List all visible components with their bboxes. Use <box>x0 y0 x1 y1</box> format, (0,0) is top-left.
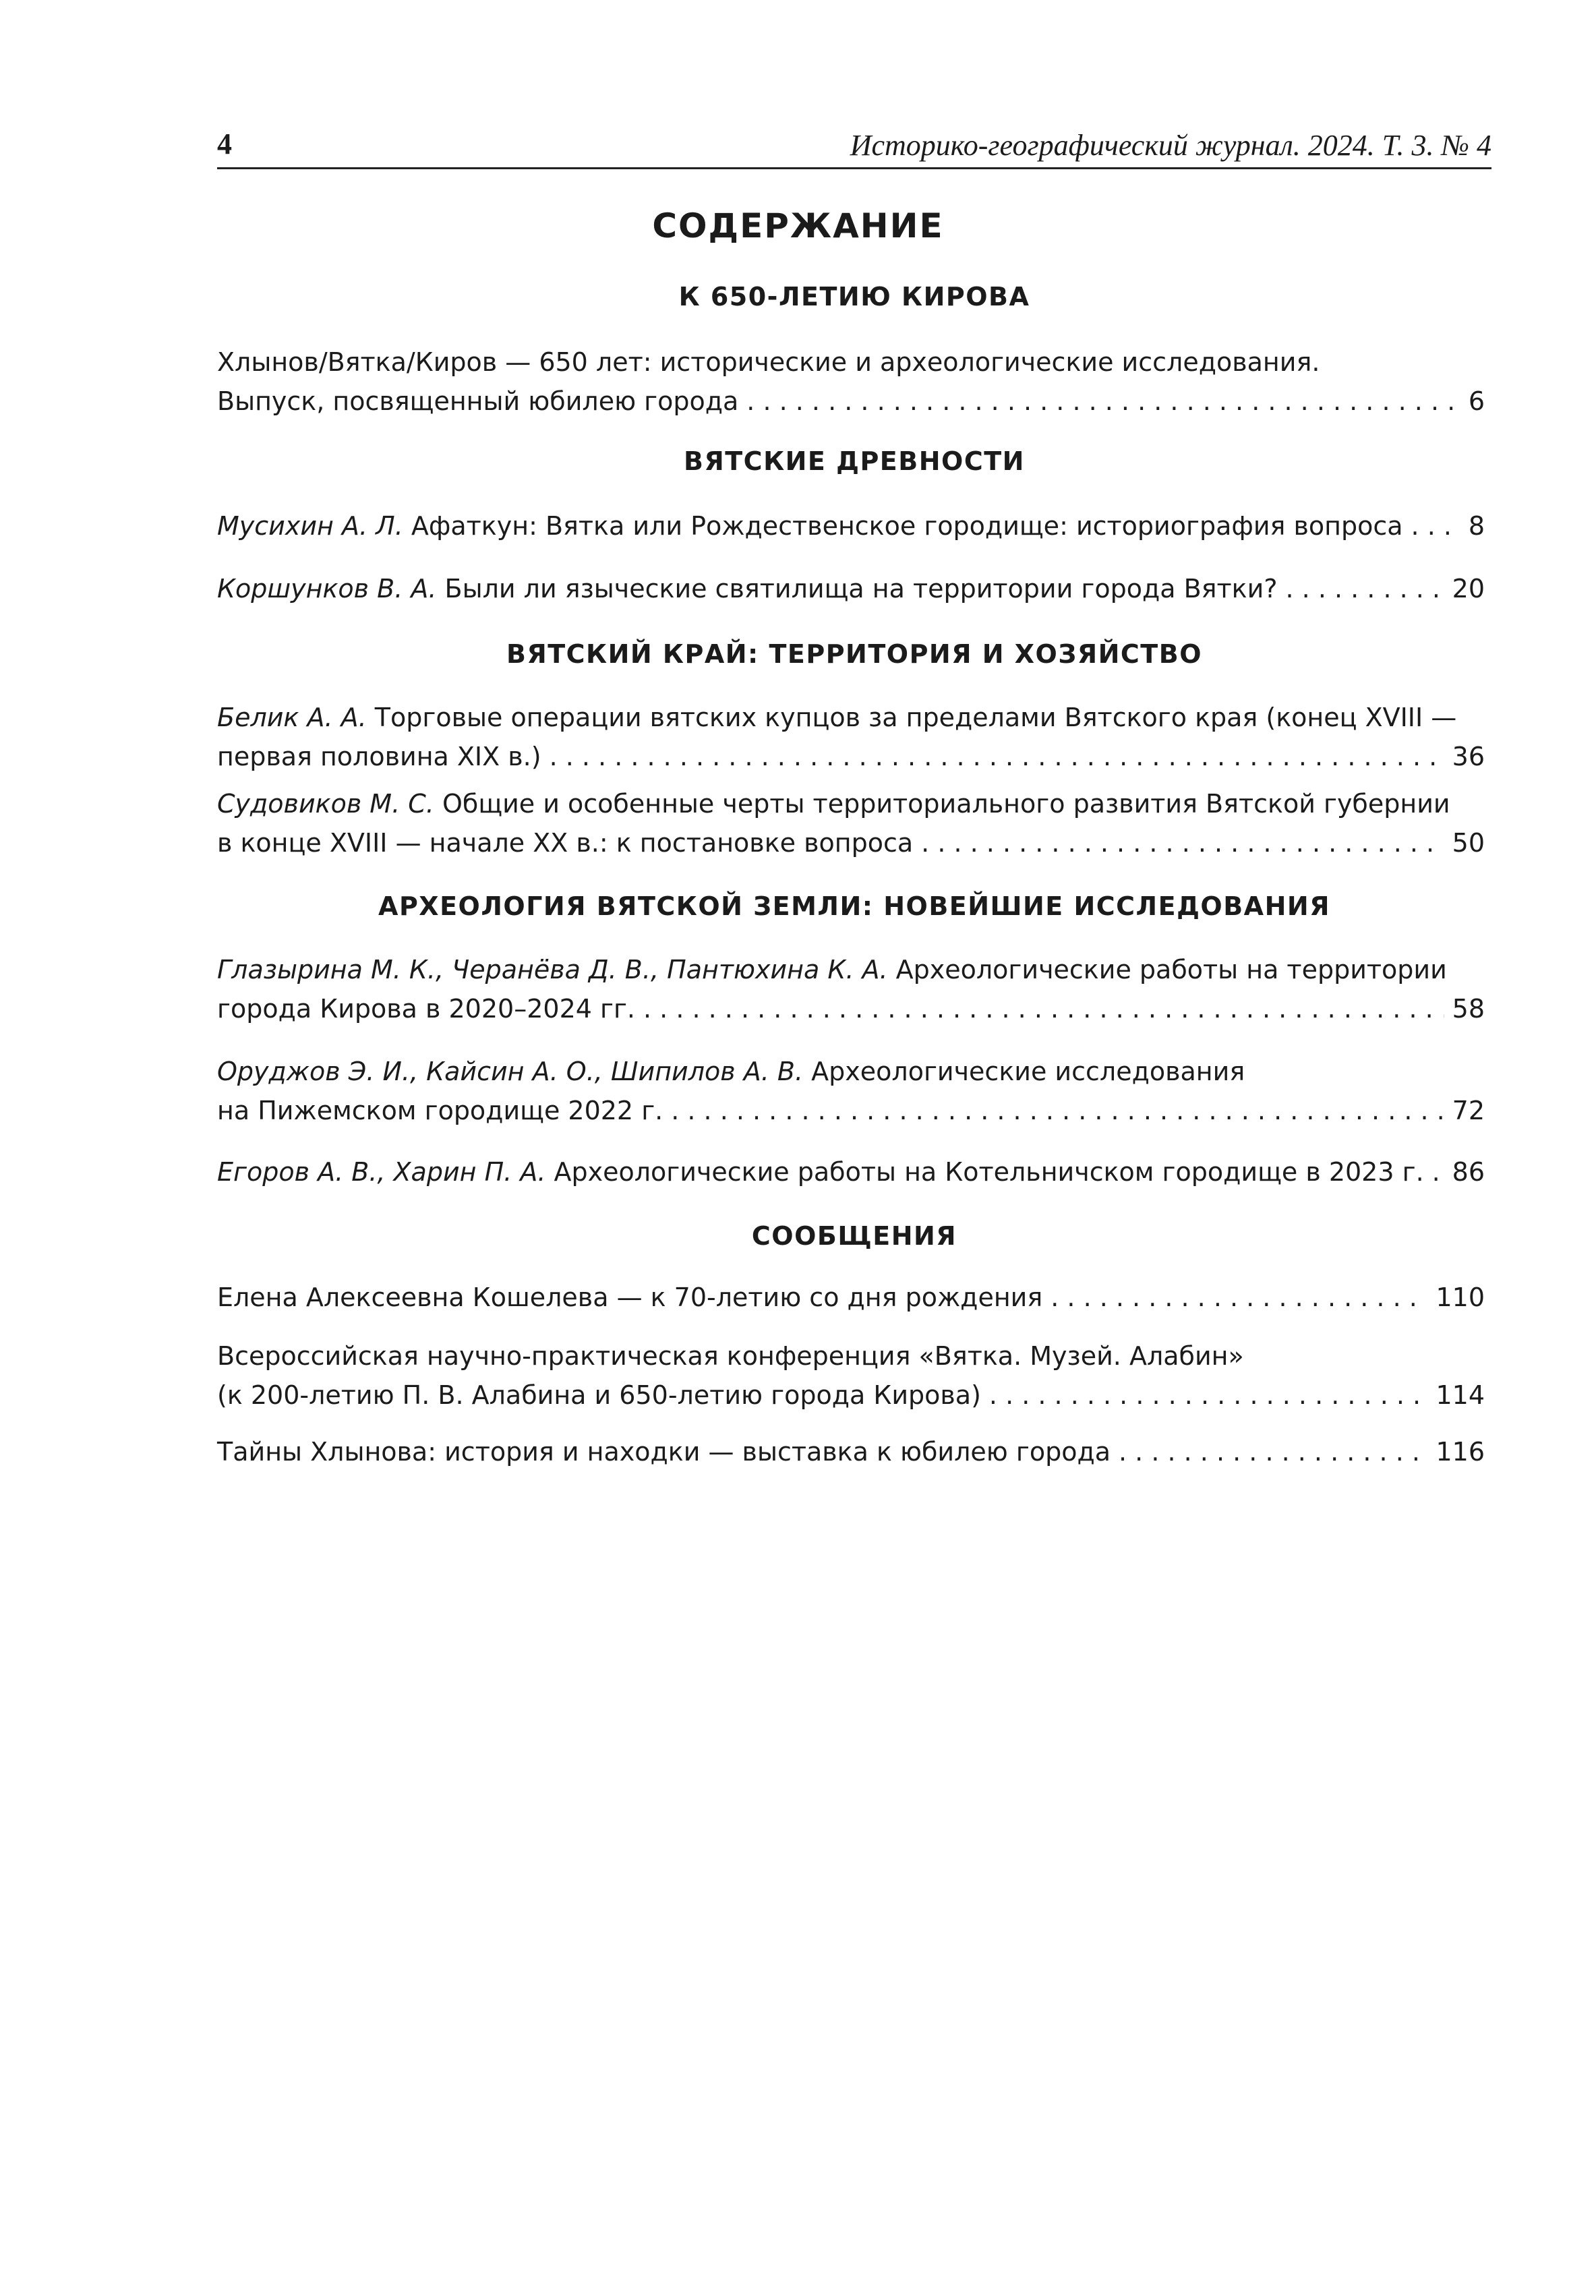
leader-dots <box>1411 506 1460 546</box>
toc-entry[interactable] <box>217 784 1485 862</box>
page-ref: 110 <box>1436 1283 1485 1312</box>
toc-entry[interactable] <box>217 950 1485 1028</box>
entry-text: города Кирова в 2020–2024 гг. <box>217 994 636 1024</box>
entry-line-1: Хлынов/Вятка/Киров — 650 лет: исторические и археологические исследования. <box>217 347 1320 377</box>
page-ref: 116 <box>1436 1437 1485 1467</box>
page-number: 4 <box>217 127 232 160</box>
entry-text: Выпуск, посвященный юбилею города <box>217 386 739 416</box>
entry-text: (к 200-летию П. В. Алабина и 650-летию города Кирова) <box>217 1380 981 1410</box>
page-ref: 114 <box>1436 1380 1485 1410</box>
page-ref: 86 <box>1452 1157 1485 1187</box>
entry-line-1: Общие и особенные черты территориального развития Вятской губернии <box>442 789 1450 819</box>
entry-authors: Судовиков М. С. <box>217 789 434 819</box>
entry-authors: Оруджов Э. И., Кайсин А. О., Шипилов А. В. <box>217 1057 804 1086</box>
toc-entry[interactable] <box>217 1336 1485 1415</box>
running-header <box>217 120 1491 169</box>
toc-entry[interactable] <box>217 343 1485 421</box>
entry-authors: Егоров А. В., Харин П. А. <box>217 1157 546 1187</box>
entry-text: Елена Алексеевна Кошелева — к 70-летию со дня рождения <box>217 1283 1043 1312</box>
toc-entry[interactable] <box>217 1152 1485 1191</box>
leader-dots <box>989 1376 1428 1415</box>
page-ref: 6 <box>1468 386 1485 416</box>
toc-entry[interactable] <box>217 506 1485 546</box>
leader-dots <box>1432 1152 1444 1191</box>
leader-dots <box>1119 1432 1427 1471</box>
toc-title: СОДЕРЖАНИЕ <box>652 206 944 245</box>
page-ref: 50 <box>1452 828 1485 858</box>
entry-text: на Пижемском городище 2022 г. <box>217 1096 663 1125</box>
entry-authors: Мусихин А. Л. <box>217 511 403 541</box>
section-title: АРХЕОЛОГИЯ ВЯТСКОЙ ЗЕМЛИ: НОВЕЙШИЕ ИССЛЕДОВАНИЯ <box>378 891 1330 921</box>
entry-text: Афаткун: Вятка или Рождественское городище: историография вопроса <box>411 511 1403 541</box>
leader-dots <box>643 989 1444 1028</box>
leader-dots <box>1286 569 1444 608</box>
page-ref: 8 <box>1468 511 1485 541</box>
entry-line-1: Археологические исследования <box>811 1057 1245 1086</box>
toc-entry[interactable] <box>217 569 1485 608</box>
section-title: СООБЩЕНИЯ <box>751 1221 957 1251</box>
entry-text: в конце XVIII — начале XX в.: к постановке вопроса <box>217 828 914 858</box>
leader-dots <box>921 823 1444 862</box>
leader-dots <box>1051 1278 1427 1317</box>
entry-authors: Глазырина М. К., Черанёва Д. В., Пантюхина К. А. <box>217 955 888 984</box>
section-title: ВЯТСКИЙ КРАЙ: ТЕРРИТОРИЯ И ХОЗЯЙСТВО <box>506 639 1202 669</box>
entry-text: Были ли языческие святилища на территории города Вятки? <box>444 574 1278 604</box>
entry-line-1: Археологические работы на территории <box>895 955 1447 984</box>
section-title: К 650-ЛЕТИЮ КИРОВА <box>678 282 1030 312</box>
entry-text: Археологические работы на Котельничском городище в 2023 г. <box>554 1157 1424 1187</box>
journal-title: Историко-географический журнал. 2024. Т. 3. № 4 <box>850 129 1491 162</box>
entry-text: Тайны Хлынова: история и находки — выставка к юбилею города <box>217 1437 1111 1467</box>
entry-line-1: Всероссийская научно-практическая конференция «Вятка. Музей. Алабин» <box>217 1341 1244 1371</box>
leader-dots <box>550 737 1444 776</box>
entry-authors: Белик А. А. <box>217 703 367 732</box>
leader-dots <box>746 382 1460 421</box>
toc-entry[interactable] <box>217 698 1485 776</box>
section-title: ВЯТСКИЕ ДРЕВНОСТИ <box>684 446 1025 476</box>
page-ref: 58 <box>1452 994 1485 1024</box>
entry-text: первая половина XIX в.) <box>217 742 541 771</box>
entry-authors: Коршунков В. А. <box>217 574 437 604</box>
toc-entry[interactable] <box>217 1432 1485 1471</box>
entry-line-1: Торговые операции вятских купцов за пределами Вятского края (конец XVIII — <box>374 703 1457 732</box>
toc-entry[interactable] <box>217 1052 1485 1130</box>
leader-dots <box>671 1091 1444 1130</box>
toc-entry[interactable] <box>217 1278 1485 1317</box>
page-ref: 36 <box>1452 742 1485 771</box>
page-ref: 20 <box>1452 574 1485 604</box>
page-ref: 72 <box>1452 1096 1485 1125</box>
